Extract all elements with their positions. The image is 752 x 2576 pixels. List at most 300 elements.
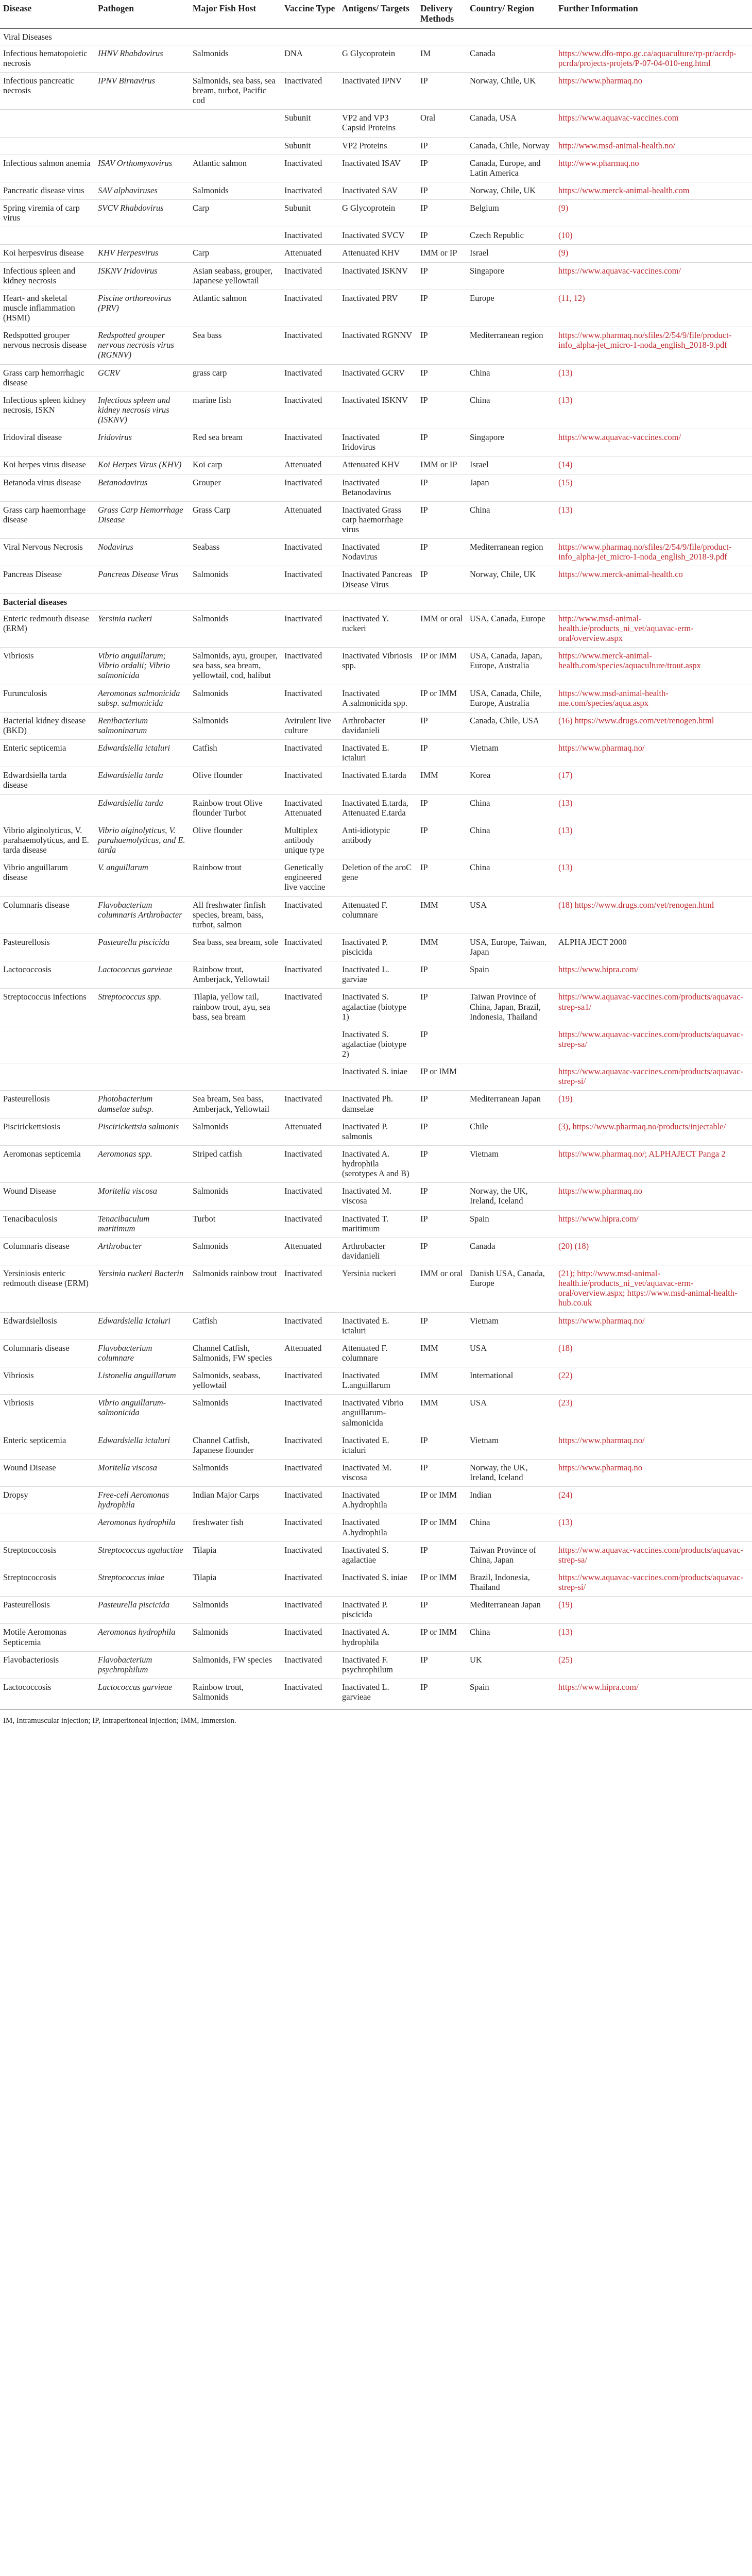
cell-delivery: IP (417, 1679, 467, 1706)
cell-pathogen: Edwardsiella ictaluri (95, 740, 190, 767)
cell-vaccine-type: Inactivated (281, 767, 339, 794)
cell-country: Norway, Chile, UK (467, 72, 555, 109)
cell-disease: Grass carp hemorrhagic disease (0, 364, 95, 392)
cell-pathogen: Pasteurella piscicida (95, 1597, 190, 1624)
cell-info[interactable]: https://www.aquavac-vaccines.com/products/aquavac-strep-sa1/ (555, 989, 752, 1026)
table-row (0, 539, 752, 566)
cell-disease: Spring viremia of carp virus (0, 200, 95, 227)
cell-info[interactable]: https://www.hipra.com/ (555, 1210, 752, 1238)
cell-vaccine-type: Avirulent live culture (281, 712, 339, 739)
cell-info[interactable]: https://www.aquavac-vaccines.com (555, 110, 752, 137)
cell-host: Sea bream, Sea bass, Amberjack, Yellowtail (190, 1091, 281, 1118)
table-row (0, 767, 752, 794)
cell-delivery: IP (417, 1238, 467, 1265)
cell-info: (17) (555, 767, 752, 794)
cell-antigen: Inactivated L.anguillarum (339, 1367, 417, 1395)
table-body (0, 28, 752, 1706)
cell-pathogen (95, 1063, 190, 1091)
cell-info: (13) (555, 794, 752, 822)
cell-info[interactable]: https://www.merck-animal-health.com/species/aquaculture/trout.aspx (555, 648, 752, 685)
cell-info[interactable]: https://www.pharmaq.no/; ALPHAJECT Panga 2 (555, 1145, 752, 1182)
cell-disease: Enteric septicemia (0, 1432, 95, 1459)
cell-info[interactable]: https://www.dfo-mpo.gc.ca/aquaculture/rp-pr/acrdp-pcrda/projects-projets/P-07-04-010-eng.html (555, 45, 752, 72)
cell-vaccine-type: Inactivated (281, 327, 339, 364)
cell-delivery: IM (417, 45, 467, 72)
cell-country: USA, Canada, Chile, Europe, Australia (467, 685, 555, 712)
cell-vaccine-type: Inactivated (281, 1569, 339, 1596)
cell-delivery: IP (417, 227, 467, 245)
cell-country: Israel (467, 245, 555, 262)
cell-host: Salmonids (190, 45, 281, 72)
cell-antigen: Inactivated PRV (339, 290, 417, 327)
cell-pathogen: Tenacibaculum maritimum (95, 1210, 190, 1238)
cell-info[interactable]: https://www.merck-animal-health.co (555, 566, 752, 594)
cell-vaccine-type: Inactivated (281, 392, 339, 429)
cell-info[interactable]: https://www.pharmaq.no/sfiles/2/54/9/file/product-info_alpha-jet_micro-1-noda_english_2018-9.pdf (555, 539, 752, 566)
cell-pathogen: Flavobacterium columnaris Arthrobacter (95, 896, 190, 934)
cell-disease: Piscirickettsiosis (0, 1118, 95, 1145)
cell-disease: Tenacibaculosis (0, 1210, 95, 1238)
cell-delivery: IP (417, 262, 467, 290)
cell-vaccine-type: Inactivated (281, 1145, 339, 1182)
cell-delivery: IMM (417, 1395, 467, 1432)
cell-pathogen: IHNV Rhabdovirus (95, 45, 190, 72)
cell-antigen: Inactivated ISKNV (339, 392, 417, 429)
cell-antigen: Inactivated E.tarda (339, 767, 417, 794)
table-row (0, 1183, 752, 1210)
cell-host: Striped catfish (190, 1145, 281, 1182)
cell-antigen: Inactivated P. salmonis (339, 1118, 417, 1145)
cell-delivery: IP or IMM (417, 1624, 467, 1651)
cell-host: Grouper (190, 474, 281, 501)
cell-antigen: Inactivated Nodavirus (339, 539, 417, 566)
cell-pathogen: Aeromonas salmonicida subsp. salmonicida (95, 685, 190, 712)
cell-country: Norway, the UK, Ireland, Iceland (467, 1183, 555, 1210)
cell-host: Salmonids (190, 1395, 281, 1432)
cell-pathogen: Pasteurella piscicida (95, 934, 190, 961)
cell-host: Salmonids, ayu, grouper, sea bass, sea bream, yellowtail, cod, halibut (190, 648, 281, 685)
cell-info[interactable]: (18) https://www.drugs.com/vet/renogen.html (555, 896, 752, 934)
cell-disease: Koi herpesvirus disease (0, 245, 95, 262)
cell-disease: Koi herpes virus disease (0, 456, 95, 474)
cell-delivery: IP (417, 364, 467, 392)
cell-pathogen: Edwardsiella tarda (95, 767, 190, 794)
cell-delivery: IP (417, 1459, 467, 1486)
section-title: Viral Diseases (0, 28, 752, 45)
cell-vaccine-type: Inactivated (281, 1541, 339, 1569)
cell-info[interactable]: https://www.aquavac-vaccines.com/products/aquavac-strep-sa/ (555, 1026, 752, 1063)
cell-vaccine-type: Genetically engineered live vaccine (281, 859, 339, 896)
cell-antigen: VP2 and VP3 Capsid Proteins (339, 110, 417, 137)
cell-info: (9) (555, 245, 752, 262)
cell-antigen: Attenuated KHV (339, 456, 417, 474)
header-host: Major Fish Host (190, 0, 281, 28)
cell-vaccine-type: Inactivated (281, 740, 339, 767)
cell-antigen: Attenuated F. columnare (339, 1340, 417, 1367)
cell-antigen: Inactivated GCRV (339, 364, 417, 392)
cell-info[interactable]: https://www.msd-animal-health-me.com/species/aqua.aspx (555, 685, 752, 712)
cell-disease (0, 794, 95, 822)
cell-pathogen: Arthrobacter (95, 1238, 190, 1265)
cell-delivery: IP or IMM (417, 1514, 467, 1541)
cell-vaccine-type: Inactivated (281, 1265, 339, 1313)
cell-pathogen: Vibrio anguillarum; Vibrio ordalii; Vibrio salmonicida (95, 648, 190, 685)
cell-vaccine-type: Attenuated (281, 456, 339, 474)
table-row (0, 610, 752, 647)
cell-delivery: IP (417, 200, 467, 227)
cell-info[interactable]: https://www.merck-animal-health.com (555, 182, 752, 199)
cell-country: Israel (467, 456, 555, 474)
cell-vaccine-type: Inactivated (281, 989, 339, 1026)
cell-country: Czech Republic (467, 227, 555, 245)
table-row (0, 155, 752, 182)
cell-delivery: IP (417, 1651, 467, 1679)
cell-host: Channel Catfish, Japanese flounder (190, 1432, 281, 1459)
cell-disease: Edwardsiella tarda disease (0, 767, 95, 794)
cell-vaccine-type: Attenuated (281, 1238, 339, 1265)
cell-country: Norway, the UK, Ireland, Iceland (467, 1459, 555, 1486)
cell-host: Olive flounder (190, 767, 281, 794)
cell-antigen: Inactivated ISAV (339, 155, 417, 182)
cell-host: Red sea bream (190, 429, 281, 456)
cell-disease: Pasteurellosis (0, 1597, 95, 1624)
cell-delivery: IMM or oral (417, 1265, 467, 1313)
table-row (0, 712, 752, 739)
cell-info[interactable]: (16) https://www.drugs.com/vet/renogen.html (555, 712, 752, 739)
cell-disease: Infectious hematopoietic necrosis (0, 45, 95, 72)
cell-delivery: IP or IMM (417, 648, 467, 685)
cell-pathogen: Moritella viscosa (95, 1459, 190, 1486)
header-row (0, 0, 752, 28)
cell-country: Canada (467, 1238, 555, 1265)
cell-pathogen (95, 1026, 190, 1063)
cell-antigen: Anti-idiotypic antibody (339, 822, 417, 859)
cell-info[interactable]: https://www.pharmaq.no/sfiles/2/54/9/file/product-info_alpha-jet_micro-1-noda_english_2018-9.pdf (555, 327, 752, 364)
cell-host (190, 137, 281, 155)
cell-vaccine-type: Inactivated (281, 648, 339, 685)
cell-antigen: Inactivated A. hydrophila (serotypes A and B) (339, 1145, 417, 1182)
cell-host: Salmonids (190, 1118, 281, 1145)
table-row (0, 685, 752, 712)
cell-host: Atlantic salmon (190, 290, 281, 327)
cell-antigen: Inactivated IPNV (339, 72, 417, 109)
table-row (0, 182, 752, 199)
cell-info: (15) (555, 474, 752, 501)
cell-info[interactable]: https://www.aquavac-vaccines.com/products/aquavac-strep-sa/ (555, 1541, 752, 1569)
cell-vaccine-type: Attenuated (281, 245, 339, 262)
cell-info[interactable]: https://www.hipra.com/ (555, 961, 752, 989)
cell-host: Seabass (190, 539, 281, 566)
table-row (0, 1091, 752, 1118)
cell-info[interactable]: (3), https://www.pharmaq.no/products/injectable/ (555, 1118, 752, 1145)
cell-vaccine-type: Inactivated (281, 1487, 339, 1514)
table-row (0, 45, 752, 72)
cell-delivery: IP (417, 961, 467, 989)
cell-pathogen (95, 110, 190, 137)
cell-info[interactable]: http://www.pharmaq.no (555, 155, 752, 182)
cell-disease: Lactococcosis (0, 1679, 95, 1706)
cell-antigen: Inactivated Vibrio anguillarum-salmonicida (339, 1395, 417, 1432)
cell-info[interactable]: http://www.msd-animal-health.no/ (555, 137, 752, 155)
cell-country (467, 1063, 555, 1091)
cell-vaccine-type (281, 1026, 339, 1063)
cell-delivery: IMM (417, 1367, 467, 1395)
cell-vaccine-type: Inactivated (281, 1597, 339, 1624)
table-row (0, 1395, 752, 1432)
cell-vaccine-type: Attenuated (281, 501, 339, 538)
cell-pathogen: Piscirickettsia salmonis (95, 1118, 190, 1145)
cell-info: (13) (555, 859, 752, 896)
cell-disease: Streptococcosis (0, 1569, 95, 1596)
cell-info[interactable]: https://www.pharmaq.no (555, 1183, 752, 1210)
cell-country: Vietnam (467, 1312, 555, 1340)
cell-country: Canada (467, 45, 555, 72)
cell-vaccine-type: Inactivated (281, 566, 339, 594)
cell-pathogen: Edwardsiella ictaluri (95, 1432, 190, 1459)
table-row (0, 1340, 752, 1367)
cell-vaccine-type: Attenuated (281, 1340, 339, 1367)
cell-pathogen: ISKNV Iridovirus (95, 262, 190, 290)
cell-pathogen: Free-cell Aeromonas hydrophila (95, 1487, 190, 1514)
cell-info[interactable]: http://www.msd-animal-health.ie/products_ni_vet/aquavac-erm-oral/overview.aspx (555, 610, 752, 647)
cell-antigen: Inactivated A.salmonicida spp. (339, 685, 417, 712)
cell-country: China (467, 501, 555, 538)
header-antigens: Antigens/ Targets (339, 0, 417, 28)
cell-country: USA (467, 896, 555, 934)
cell-info[interactable]: https://www.hipra.com/ (555, 1679, 752, 1706)
cell-vaccine-type: Inactivated (281, 227, 339, 245)
cell-pathogen: Streptococcus iniae (95, 1569, 190, 1596)
cell-pathogen: Aeromonas hydrophila (95, 1624, 190, 1651)
cell-vaccine-type: Inactivated (281, 262, 339, 290)
cell-antigen: Attenuated KHV (339, 245, 417, 262)
cell-country: China (467, 859, 555, 896)
cell-info[interactable]: https://www.pharmaq.no/ (555, 1312, 752, 1340)
cell-country: China (467, 794, 555, 822)
section-heading-row (0, 28, 752, 45)
cell-host: Salmonids (190, 1183, 281, 1210)
cell-antigen: Arthrobacter davidanieli (339, 712, 417, 739)
cell-delivery: IP or IMM (417, 1063, 467, 1091)
cell-country: USA, Europe, Taiwan, Japan (467, 934, 555, 961)
cell-host (190, 1026, 281, 1063)
cell-vaccine-type: Inactivated (281, 1459, 339, 1486)
cell-host: Rainbow trout Olive flounder Turbot (190, 794, 281, 822)
cell-delivery: IP (417, 1312, 467, 1340)
cell-delivery: IMM or IP (417, 456, 467, 474)
cell-pathogen: SAV alphaviruses (95, 182, 190, 199)
cell-antigen: Inactivated E. ictaluri (339, 1312, 417, 1340)
cell-delivery: IMM or oral (417, 610, 467, 647)
cell-host: Olive flounder (190, 822, 281, 859)
cell-pathogen: Listonella anguillarum (95, 1367, 190, 1395)
cell-vaccine-type: Inactivated Attenuated (281, 794, 339, 822)
cell-antigen: Inactivated RGNNV (339, 327, 417, 364)
cell-host: Atlantic salmon (190, 155, 281, 182)
cell-host: Tilapia (190, 1541, 281, 1569)
cell-disease: Columnaris disease (0, 1238, 95, 1265)
cell-country: Indian (467, 1487, 555, 1514)
cell-pathogen: SVCV Rhabdovirus (95, 200, 190, 227)
table-row (0, 200, 752, 227)
cell-delivery: IP (417, 72, 467, 109)
cell-delivery: IP (417, 539, 467, 566)
cell-disease: Enteric septicemia (0, 740, 95, 767)
cell-vaccine-type: Inactivated (281, 1091, 339, 1118)
table-row (0, 364, 752, 392)
cell-disease: Vibrio anguillarum disease (0, 859, 95, 896)
cell-country: Taiwan Province of China, Japan, Brazil, Indonesia, Thailand (467, 989, 555, 1026)
table-row (0, 456, 752, 474)
cell-pathogen: Aeromonas spp. (95, 1145, 190, 1182)
cell-country: Vietnam (467, 740, 555, 767)
cell-info[interactable]: https://www.aquavac-vaccines.com/products/aquavac-strep-si/ (555, 1063, 752, 1091)
cell-host: Channel Catfish, Salmonids, FW species (190, 1340, 281, 1367)
cell-host: Salmonids (190, 1459, 281, 1486)
cell-delivery: IP (417, 794, 467, 822)
cell-info[interactable]: https://www.pharmaq.no/ (555, 1432, 752, 1459)
table-row (0, 1569, 752, 1596)
cell-pathogen: Aeromonas hydrophila (95, 1514, 190, 1541)
cell-country: Korea (467, 767, 555, 794)
cell-delivery: IMM or IP (417, 245, 467, 262)
cell-disease: Streptococcosis (0, 1541, 95, 1569)
table-row (0, 474, 752, 501)
cell-host: Tilapia (190, 1569, 281, 1596)
cell-vaccine-type: Inactivated (281, 364, 339, 392)
cell-delivery: IP (417, 290, 467, 327)
cell-country: Japan (467, 474, 555, 501)
cell-country: China (467, 1514, 555, 1541)
table-row (0, 72, 752, 109)
cell-host: Rainbow trout, Salmonids (190, 1679, 281, 1706)
cell-disease (0, 137, 95, 155)
cell-info: (19) (555, 1091, 752, 1118)
cell-pathogen: Redspotted grouper nervous necrosis virus (RGNNV) (95, 327, 190, 364)
cell-country: Europe (467, 290, 555, 327)
section-title: Bacterial diseases (0, 594, 752, 610)
table-row (0, 1459, 752, 1486)
header-vaccine-type: Vaccine Type (281, 0, 339, 28)
table-row (0, 1118, 752, 1145)
table-row (0, 290, 752, 327)
header-info: Further Information (555, 0, 752, 28)
cell-antigen: G Glycoprotein (339, 200, 417, 227)
table-row (0, 1624, 752, 1651)
cell-vaccine-type: Inactivated (281, 1432, 339, 1459)
cell-vaccine-type: Inactivated (281, 155, 339, 182)
cell-antigen: Inactivated L. garviae (339, 961, 417, 989)
cell-country: Canada, USA (467, 110, 555, 137)
cell-info: (13) (555, 1514, 752, 1541)
header-disease: Disease (0, 0, 95, 28)
cell-host: Salmonids (190, 1597, 281, 1624)
cell-delivery: IP (417, 137, 467, 155)
cell-delivery: IP (417, 1183, 467, 1210)
cell-delivery: IP (417, 182, 467, 199)
cell-antigen: Inactivated A. hydrophila (339, 1624, 417, 1651)
cell-host: Salmonids, FW species (190, 1651, 281, 1679)
cell-country: Singapore (467, 262, 555, 290)
table-row (0, 1265, 752, 1313)
cell-country: China (467, 364, 555, 392)
cell-disease: Flavobacteriosis (0, 1651, 95, 1679)
cell-delivery: IP or IMM (417, 1569, 467, 1596)
cell-country: USA, Canada, Japan, Europe, Australia (467, 648, 555, 685)
cell-country: Mediterranean Japan (467, 1091, 555, 1118)
table-row (0, 245, 752, 262)
cell-country: Chile (467, 1118, 555, 1145)
cell-disease: Edwardsiellosis (0, 1312, 95, 1340)
cell-info: (23) (555, 1395, 752, 1432)
table-row (0, 110, 752, 137)
cell-delivery: IP (417, 566, 467, 594)
cell-delivery: IP (417, 822, 467, 859)
cell-vaccine-type: Inactivated (281, 1651, 339, 1679)
cell-pathogen: Moritella viscosa (95, 1183, 190, 1210)
cell-vaccine-type: Inactivated (281, 1183, 339, 1210)
cell-info: (19) (555, 1597, 752, 1624)
cell-delivery: IP (417, 501, 467, 538)
table-header (0, 0, 752, 28)
table-row (0, 1238, 752, 1265)
cell-info[interactable]: https://www.aquavac-vaccines.com/ (555, 429, 752, 456)
cell-vaccine-type: Inactivated (281, 539, 339, 566)
cell-host: Turbot (190, 1210, 281, 1238)
table-row (0, 1026, 752, 1063)
cell-info[interactable]: https://www.pharmaq.no/ (555, 740, 752, 767)
cell-antigen: Inactivated F. psychrophilum (339, 1651, 417, 1679)
header-delivery: Delivery Methods (417, 0, 467, 28)
cell-info: (9) (555, 200, 752, 227)
cell-host: Koi carp (190, 456, 281, 474)
cell-country: China (467, 392, 555, 429)
cell-vaccine-type: Subunit (281, 137, 339, 155)
cell-antigen: Inactivated Ph. damselae (339, 1091, 417, 1118)
cell-info: (13) (555, 1624, 752, 1651)
cell-disease: Wound Disease (0, 1183, 95, 1210)
cell-delivery: IP (417, 1210, 467, 1238)
cell-host: Salmonids rainbow trout (190, 1265, 281, 1313)
cell-country: Danish USA, Canada, Europe (467, 1265, 555, 1313)
cell-delivery: IP or IMM (417, 685, 467, 712)
cell-country: Singapore (467, 429, 555, 456)
cell-vaccine-type: Inactivated (281, 1679, 339, 1706)
table-row (0, 989, 752, 1026)
table-row (0, 896, 752, 934)
cell-info[interactable]: https://www.pharmaq.no (555, 72, 752, 109)
cell-pathogen: Grass Carp Hemorrhage Disease (95, 501, 190, 538)
table-footnote: IM, Intramuscular injection; IP, Intraperitoneal injection; IMM, Immersion. (0, 1709, 752, 1731)
cell-vaccine-type: Multiplex antibody unique type (281, 822, 339, 859)
cell-country: UK (467, 1651, 555, 1679)
cell-country: Canada, Europe, and Latin America (467, 155, 555, 182)
cell-antigen: Inactivated Y. ruckeri (339, 610, 417, 647)
cell-country: Taiwan Province of China, Japan (467, 1541, 555, 1569)
cell-info[interactable]: https://www.aquavac-vaccines.com/products/aquavac-strep-si/ (555, 1569, 752, 1596)
table-row (0, 648, 752, 685)
cell-info[interactable]: https://www.aquavac-vaccines.com/ (555, 262, 752, 290)
cell-antigen: Attenuated F. columnare (339, 896, 417, 934)
cell-country: Brazil, Indonesia, Thailand (467, 1569, 555, 1596)
table-row (0, 740, 752, 767)
cell-info[interactable]: (21); http://www.msd-animal-health.ie/products_ni_vet/aquavac-erm-oral/overview.aspx; https://www.msd-animal-health-hub.co.uk (555, 1265, 752, 1313)
cell-country: Spain (467, 961, 555, 989)
cell-vaccine-type: Inactivated (281, 1395, 339, 1432)
cell-pathogen: Vibrio anguillarum-salmonicida (95, 1395, 190, 1432)
table-row (0, 961, 752, 989)
cell-info[interactable]: https://www.pharmaq.no (555, 1459, 752, 1486)
